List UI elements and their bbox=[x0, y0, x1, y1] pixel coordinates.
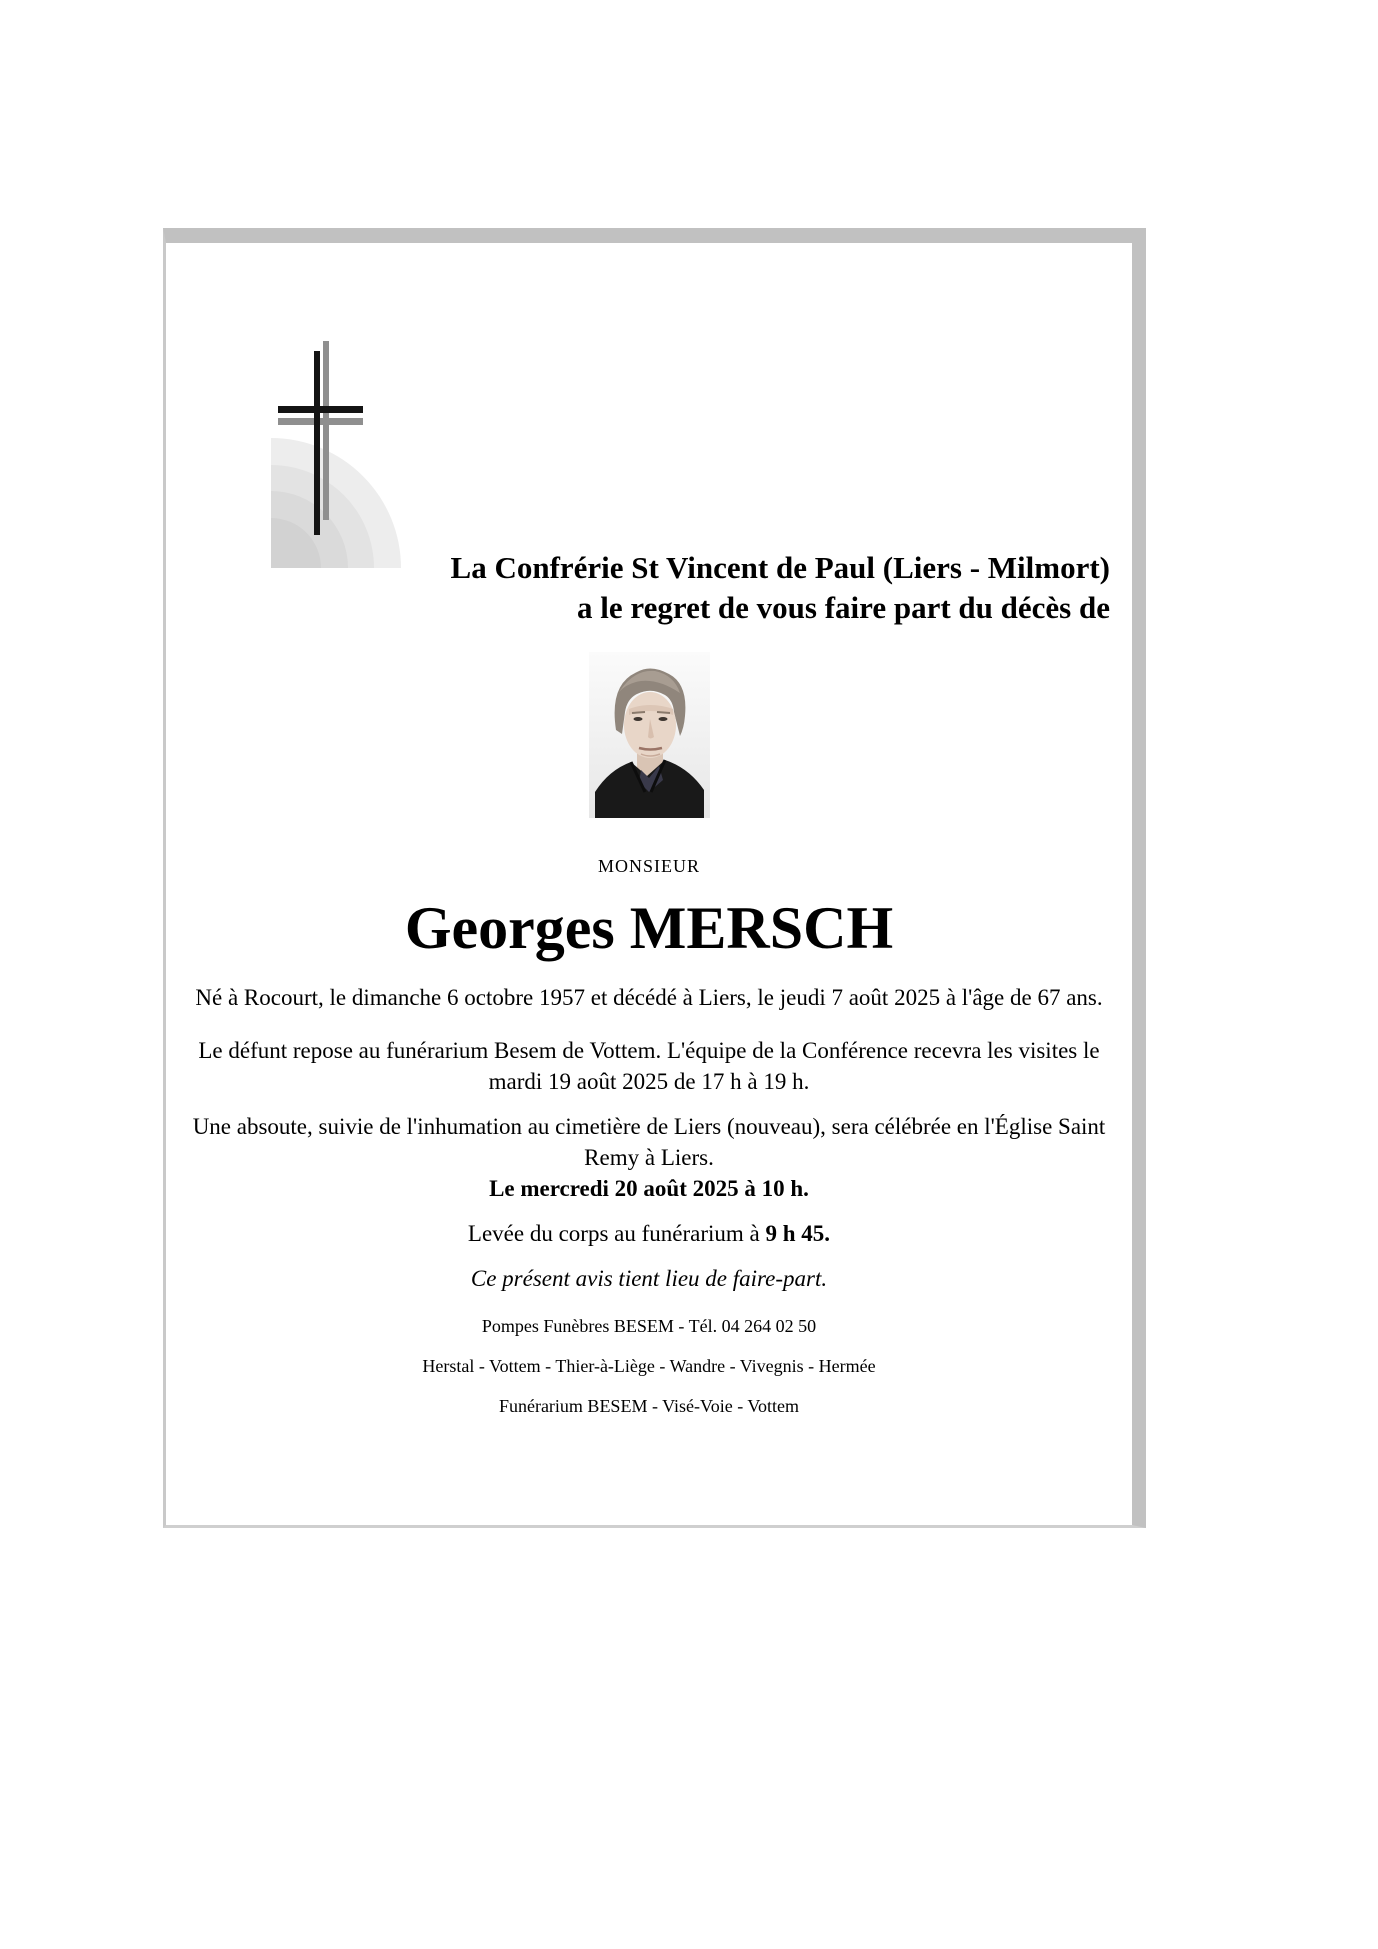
title-line-2: a le regret de vous faire part du décès de bbox=[577, 590, 1110, 625]
ceremony-text: Une absoute, suivie de l'inhumation au cimetière de Liers (nouveau), sera célébrée en l'Église Saint Remy à Liers. bbox=[192, 1114, 1106, 1170]
portrait-photo bbox=[166, 652, 1132, 818]
deceased-name: Georges MERSCH bbox=[404, 895, 894, 961]
paragraph-levee bbox=[166, 1218, 1132, 1249]
paragraph-birth-death: Né à Rocourt, le dimanche 6 octobre 1957 et décédé à Liers, le jeudi 7 août 2025 à l'âge de 67 ans. bbox=[195, 985, 1103, 1010]
memorial-card-content bbox=[166, 243, 1132, 1525]
memorial-cross-icon bbox=[266, 333, 406, 573]
ceremony-date: Le mercredi 20 août 2025 à 10 h. bbox=[489, 1176, 809, 1201]
footer-company: Pompes Funèbres BESEM - Tél. 04 264 02 50 bbox=[481, 1316, 817, 1336]
paragraph-ceremony bbox=[166, 1111, 1132, 1204]
memorial-card bbox=[163, 228, 1146, 1528]
cross-icon bbox=[266, 333, 406, 573]
paragraph-notice: Ce présent avis tient lieu de faire-part. bbox=[470, 1266, 828, 1291]
levee-text: Levée du corps au funérarium à bbox=[467, 1221, 766, 1246]
footer-funerarium: Funérarium BESEM - Visé-Voie - Vottem bbox=[498, 1396, 800, 1416]
levee-time: 9 h 45. bbox=[765, 1221, 831, 1246]
salutation: MONSIEUR bbox=[597, 856, 700, 876]
paragraph-repose: Le défunt repose au funérarium Besem de Vottem. L'équipe de la Conférence recevra les visites le mardi 19 août 2025 de 17 h à 19 h. bbox=[198, 1038, 1100, 1094]
footer-cities: Herstal - Vottem - Thier-à-Liège - Wandre - Vivegnis - Hermée bbox=[422, 1356, 876, 1376]
deceased-portrait-icon bbox=[589, 652, 710, 818]
title-line-1: La Confrérie St Vincent de Paul (Liers - Milmort) bbox=[450, 550, 1110, 585]
